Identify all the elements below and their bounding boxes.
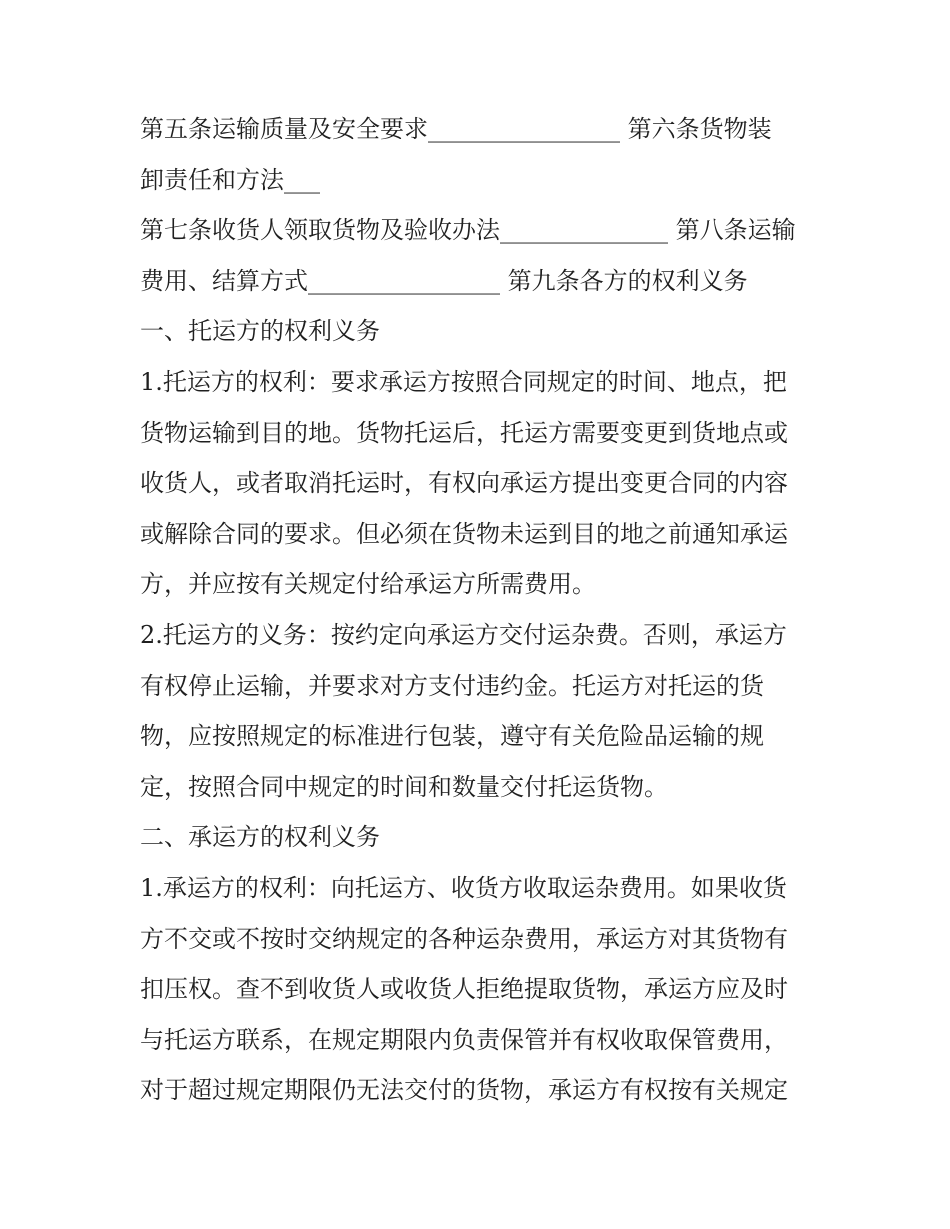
clause-5-6-line: 第五条运输质量及安全要求________________ 第六条货物装 [140,115,772,143]
clause-8-9-line: 费用、结算方式________________ 第九条各方的权利义务 [140,266,748,295]
clause-6-continuation-line: 卸责任和方法___ [140,165,320,194]
paragraph-line: 有权停止运输，并要求对方支付违约金。托运方对托运的货 [140,671,764,700]
document-body [140,104,812,1116]
paragraph-line: 扣压权。查不到收货人或收货人拒绝提取货物，承运方应及时 [140,975,788,1004]
paragraph-line: 定，按照合同中规定的时间和数量交付托运货物。 [140,772,668,801]
paragraph-line: 2.托运方的义务：按约定向承运方交付运杂费。否则，承运方 [140,620,787,649]
paragraph-line: 收货人，或者取消托运时，有权向承运方提出变更合同的内容 [140,469,788,498]
paragraph-line: 方，并应按有关规定付给承运方所需费用。 [140,570,596,599]
section-heading-carrier: 二、承运方的权利义务 [140,823,380,852]
paragraph-line: 物，应按照规定的标准进行包装，遵守有关危险品运输的规 [140,722,764,751]
paragraph-line: 1.承运方的权利：向托运方、收货方收取运杂费用。如果收货 [140,873,787,902]
paragraph-line: 方不交或不按时交纳规定的各种运杂费用，承运方对其货物有 [140,924,788,953]
paragraph-line: 1.托运方的权利：要求承运方按照合同规定的时间、地点，把 [140,367,787,396]
paragraph-line: 货物运输到目的地。货物托运后，托运方需要变更到货地点或 [140,418,788,447]
paragraph-line: 与托运方联系，在规定期限内负责保管并有权收取保管费用， [140,1025,788,1054]
clause-7-8-line: 第七条收货人领取货物及验收办法______________ 第八条运输 [140,216,796,245]
paragraph-line: 或解除合同的要求。但必须在货物未运到目的地之前通知承运 [140,519,788,548]
section-heading-shipper: 一、托运方的权利义务 [140,317,380,346]
paragraph-line: 对于超过规定期限仍无法交付的货物，承运方有权按有关规定 [140,1076,788,1105]
